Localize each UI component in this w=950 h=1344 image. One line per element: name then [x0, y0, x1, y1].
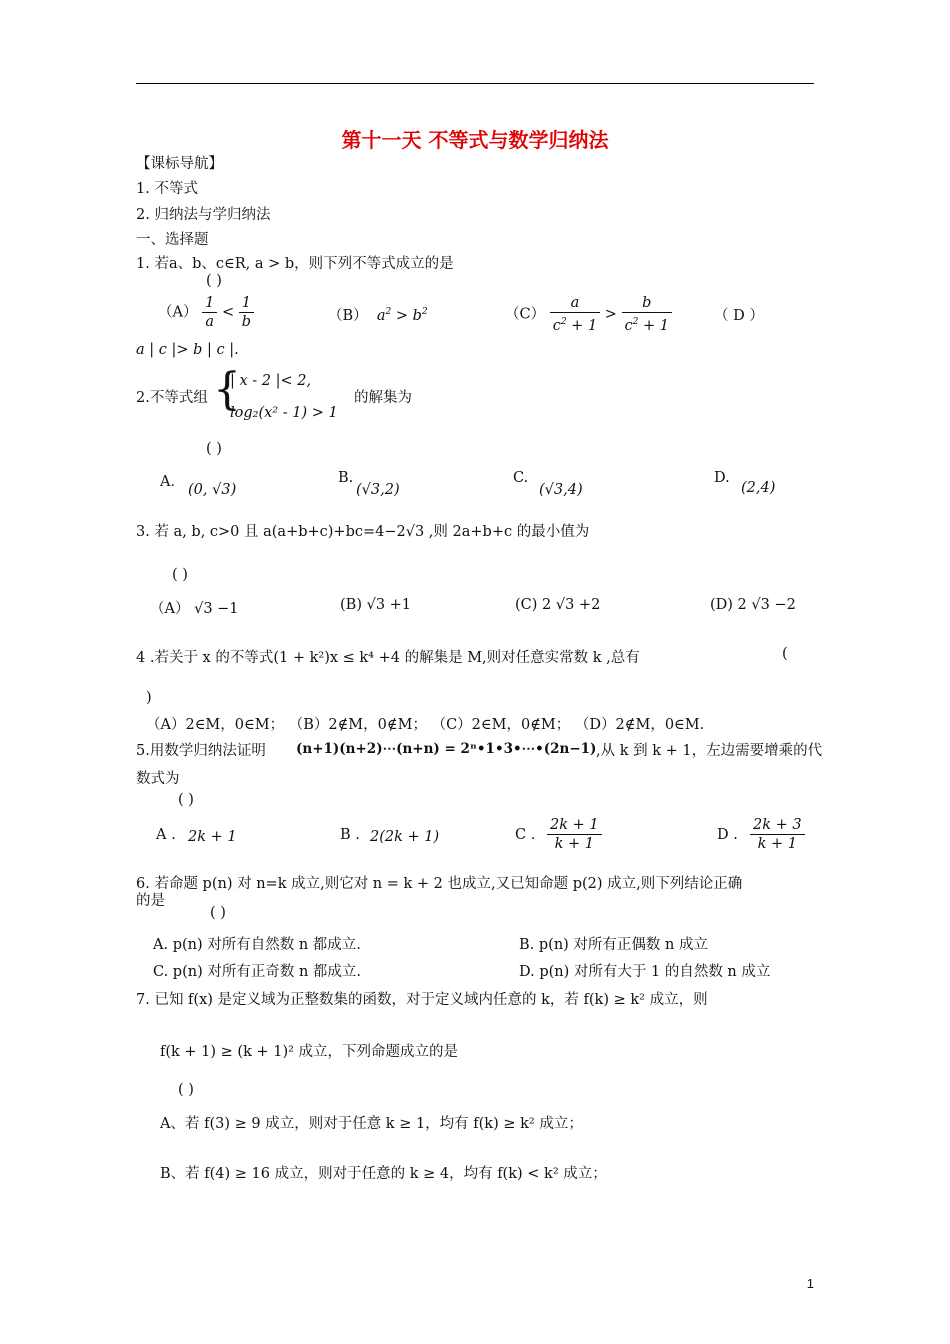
- q5-option-c: $\frac{2k + 1}{k + 1}$: [547, 816, 602, 853]
- q7-paren: ( ): [178, 1082, 194, 1098]
- q2-option-c-label: C.: [513, 470, 529, 486]
- q1-option-c: （C） $\frac{a}{c^2 + 1}$ > $\frac{b}{c^2 + 1}$: [505, 294, 672, 335]
- q1-option-a-expr: $\frac{1}{a}$: [202, 294, 217, 331]
- q5-stem-b: ,从 k 到 k + 1，左边需要增乘的代: [596, 743, 823, 759]
- q7-stem: 7. 已知 f(x) 是定义域为正整数集的函数，对于定义域内任意的 k，若 f(k) ≥ k² 成立，则: [136, 992, 708, 1008]
- q1-stem: 1. 若a、b、c∈R, a > b，则下列不等式成立的是: [136, 256, 454, 272]
- header-rule: [136, 83, 814, 84]
- q1-option-d-expr: a | c |> b | c |.: [136, 342, 239, 358]
- q1-option-d-label: （ D ）: [714, 308, 764, 324]
- q4-paren-open: (: [782, 646, 788, 662]
- q2-brace: {: [213, 364, 241, 415]
- q2-option-b-label: B.: [338, 470, 354, 486]
- q7-option-a: A、若 f(3) ≥ 9 成立，则对于任意 k ≥ 1，均有 f(k) ≥ k² 成立；: [160, 1116, 583, 1132]
- q5-paren: ( ): [178, 792, 194, 808]
- q3-option-c: (C) 2 √3 +2: [515, 597, 601, 613]
- q6-option-d: D. p(n) 对所有大于 1 的自然数 n 成立: [519, 964, 771, 980]
- q2-line2: log₂(x² - 1) > 1: [230, 405, 338, 421]
- q1-option-a-label: （A）: [158, 304, 198, 321]
- q6-option-b: B. p(n) 对所有正偶数 n 成立: [519, 937, 708, 953]
- q5-stem-c: 数式为: [136, 771, 180, 787]
- q1-paren: ( ): [206, 273, 222, 289]
- q5-option-d-label: D .: [717, 827, 738, 843]
- q2-option-a-label: A．: [160, 474, 185, 490]
- q4-options: （A）2∈M，0∈M； （B）2∉M，0∉M； （C）2∈M，0∉M； （D）2∉M，0∈M.: [146, 717, 705, 733]
- q6-option-a: A. p(n) 对所有自然数 n 都成立.: [153, 937, 361, 953]
- q3-option-b: (B) √3 +1: [340, 597, 412, 613]
- q1-option-c-label: （C）: [505, 306, 546, 323]
- q5-formula: (n+1)(n+2)⋯(n+n) = 2ⁿ•1•3•⋯•(2n−1): [296, 741, 597, 757]
- q2-line1: | x - 2 |< 2,: [230, 373, 312, 389]
- q5-option-b-label: B .: [340, 827, 360, 843]
- q2-suffix: 的解集为: [354, 390, 412, 406]
- section-heading: 一、选择题: [136, 232, 209, 248]
- q3-paren: ( ): [172, 567, 188, 583]
- q4-stem: 4 .若关于 x 的不等式(1 + k²)x ≤ k⁴ +4 的解集是 M,则对任意实常数 k ,总有: [136, 650, 640, 666]
- q5-option-d: $\frac{2k + 3}{k + 1}$: [750, 816, 805, 853]
- nav-item-1: 1. 不等式: [136, 181, 198, 197]
- q7-stem-b: f(k + 1) ≥ (k + 1)² 成立，下列命题成立的是: [160, 1044, 459, 1060]
- q6-stem-b: 的是: [136, 893, 165, 909]
- nav-header: 【课标导航】: [136, 156, 223, 172]
- q5-option-b: 2(2k + 1): [370, 829, 440, 845]
- q3-stem: 3. 若 a, b, c>0 且 a(a+b+c)+bc=4−2√3 ,则 2a+b+c 的最小值为: [136, 524, 590, 540]
- q5-option-a-label: A .: [156, 827, 176, 843]
- q1-option-a: （A） $\frac{1}{a}$ < $\frac{1}{b}$: [158, 294, 254, 331]
- q5-stem-a: 5.用数学归纳法证明: [136, 743, 266, 759]
- q3-option-d: (D) 2 √3 −2: [710, 597, 796, 613]
- q2-option-d-label: D.: [714, 470, 730, 486]
- q6-paren: ( ): [210, 905, 226, 921]
- q1-option-b-label: （B）: [328, 308, 368, 324]
- q7-option-b: B、若 f(4) ≥ 16 成立，则对于任意的 k ≥ 4，均有 f(k) < k² 成立；: [160, 1166, 607, 1182]
- q3-option-a: （A） √3 −1: [150, 601, 239, 617]
- nav-item-2: 2. 归纳法与学归纳法: [136, 207, 271, 223]
- q5-option-c-label: C .: [515, 827, 536, 843]
- q2-option-c: (√3,4): [539, 482, 583, 498]
- q6-option-c: C. p(n) 对所有正奇数 n 都成立.: [153, 964, 362, 980]
- q2-option-a: (0, √3): [188, 482, 237, 498]
- q2-option-d: (2,4): [741, 480, 776, 496]
- q2-paren: ( ): [206, 441, 222, 457]
- q1-option-b: （B） $a^2 > b^2$: [328, 307, 428, 324]
- q2-prefix: 2.不等式组: [136, 390, 208, 406]
- q4-paren-close: ): [146, 690, 152, 706]
- page-title: 第十一天 不等式与数学归纳法: [341, 128, 609, 152]
- page-number: 1: [806, 1276, 814, 1291]
- q6-stem: 6. 若命题 p(n) 对 n=k 成立,则它对 n = k + 2 也成立,又已知命题 p(2) 成立,则下列结论正确: [136, 876, 743, 892]
- q2-option-b: (√3,2): [356, 482, 400, 498]
- q5-option-a: 2k + 1: [188, 829, 237, 845]
